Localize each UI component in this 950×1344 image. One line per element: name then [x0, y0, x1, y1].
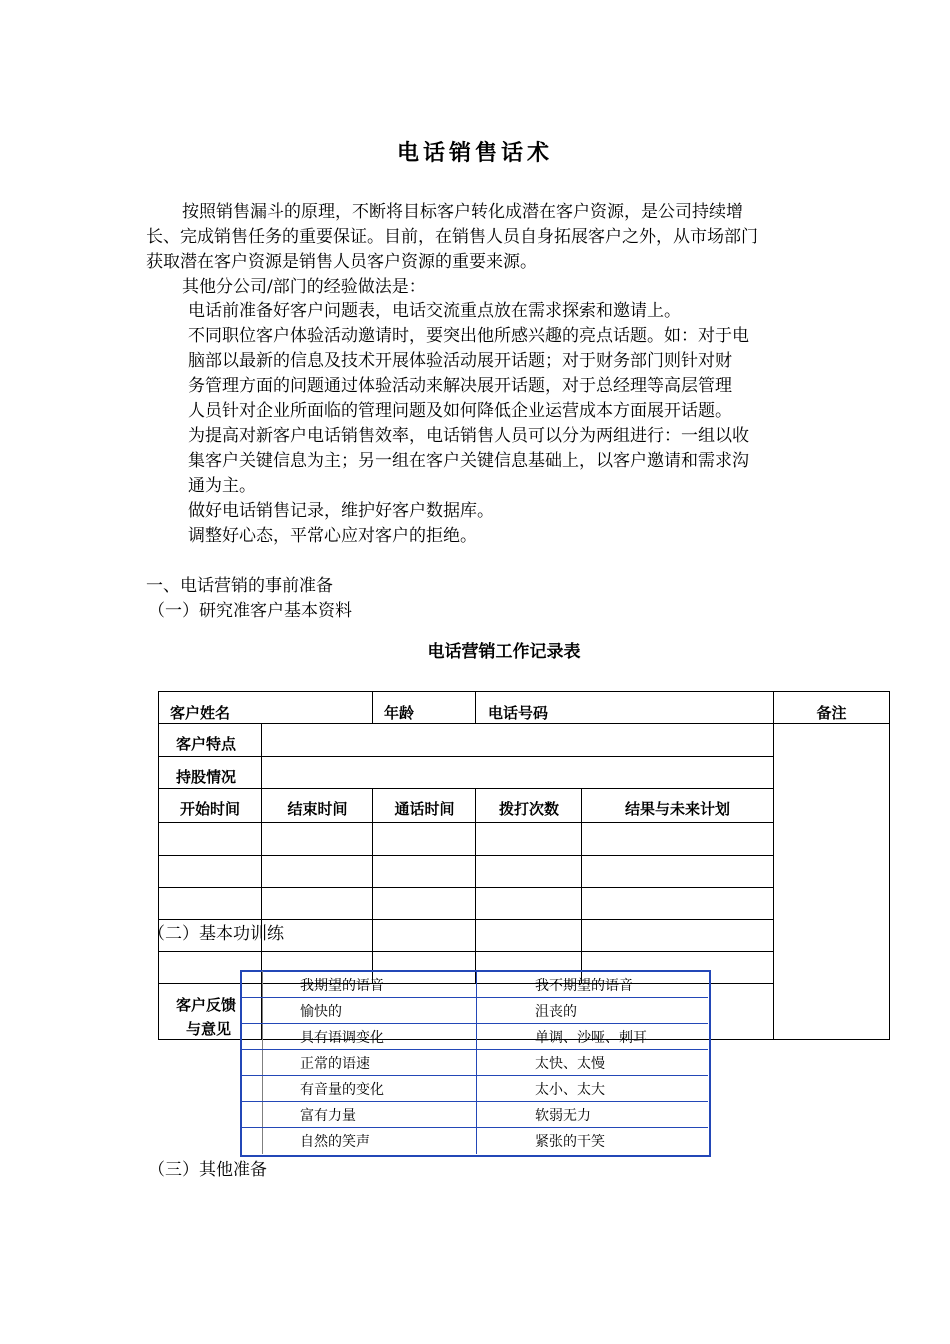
- voice-undesired-cell: 太快、太慢: [535, 1056, 605, 1072]
- voice-header-undesired: 我不期望的语音: [535, 978, 633, 994]
- customer-features-label: 客户特点: [176, 735, 237, 753]
- subsection-2-heading: （二）基本功训练: [148, 924, 284, 944]
- column-dial-count: 拨打次数: [498, 800, 559, 818]
- bullet-2-line-4: 人员针对企业所面临的管理问题及如何降低企业运营成本方面展开话题。: [188, 401, 732, 421]
- subsection-1-heading: （一）研究准客户基本资料: [148, 601, 352, 621]
- column-end-time: 结束时间: [287, 800, 348, 818]
- bullet-2-line-2: 脑部以最新的信息及技术开展体验活动展开话题；对于财务部门则针对财: [188, 351, 732, 371]
- intro-line-3: 获取潜在客户资源是销售人员客户资源的重要来源。: [146, 252, 537, 272]
- customer-name-label: 客户姓名: [170, 704, 231, 722]
- record-table-title: 电话营销工作记录表: [427, 642, 581, 662]
- intro-line-1: 按照销售漏斗的原理，不断将目标客户转化成潜在客户资源，是公司持续增: [182, 202, 743, 222]
- section-1-heading: 一、电话营销的事前准备: [146, 576, 333, 596]
- voice-desired-cell: 富有力量: [300, 1108, 356, 1124]
- remark-label: 备注: [816, 704, 847, 722]
- voice-desired-cell: 自然的笑声: [300, 1134, 370, 1150]
- bullet-3-line-1: 为提高对新客户电话销售效率，电话销售人员可以分为两组进行：一组以收: [188, 426, 749, 446]
- bullet-5-line-1: 调整好心态，平常心应对客户的拒绝。: [188, 526, 477, 546]
- voice-undesired-cell: 太小、太大: [535, 1082, 605, 1098]
- column-start-time: 开始时间: [179, 800, 240, 818]
- bullet-2-line-1: 不同职位客户体验活动邀请时，要突出他所感兴趣的亮点话题。如：对于电: [188, 326, 749, 346]
- voice-undesired-cell: 软弱无力: [535, 1108, 591, 1124]
- intro-line-2: 长、完成销售任务的重要保证。目前，在销售人员自身拓展客户之外，从市场部门: [146, 227, 758, 247]
- feedback-label-line-1: 客户反馈: [176, 996, 237, 1014]
- phone-label: 电话号码: [488, 704, 549, 722]
- voice-undesired-cell: 单调、沙哑、刺耳: [535, 1030, 647, 1046]
- page-title: 电话销售话术: [396, 141, 553, 166]
- column-call-duration: 通话时间: [394, 800, 455, 818]
- bullet-4-line-1: 做好电话销售记录，维护好客户数据库。: [188, 501, 494, 521]
- bullet-1-line-1: 电话前准备好客户问题表，电话交流重点放在需求探索和邀请上。: [188, 301, 681, 321]
- experience-line: 其他分公司/部门的经验做法是：: [182, 277, 426, 297]
- voice-desired-cell: 正常的语速: [300, 1056, 370, 1072]
- bullet-3-line-3: 通为主。: [188, 476, 256, 496]
- age-label: 年龄: [384, 704, 415, 722]
- voice-desired-cell: 有音量的变化: [300, 1082, 384, 1098]
- voice-header-desired: 我期望的语音: [300, 978, 384, 994]
- subsection-3-heading: （三）其他准备: [148, 1160, 267, 1180]
- voice-undesired-cell: 沮丧的: [535, 1004, 577, 1020]
- column-result-plan: 结果与未来计划: [624, 800, 730, 818]
- voice-desired-cell: 具有语调变化: [300, 1030, 384, 1046]
- holdings-label: 持股情况: [176, 768, 237, 786]
- bullet-3-line-2: 集客户关键信息为主；另一组在客户关键信息基础上，以客户邀请和需求沟: [188, 451, 749, 471]
- voice-undesired-cell: 紧张的干笑: [535, 1134, 605, 1150]
- voice-desired-cell: 愉快的: [300, 1004, 342, 1020]
- feedback-label-line-2: 与意见: [186, 1020, 232, 1038]
- bullet-2-line-3: 务管理方面的问题通过体验活动来解决展开话题，对于总经理等高层管理: [188, 376, 732, 396]
